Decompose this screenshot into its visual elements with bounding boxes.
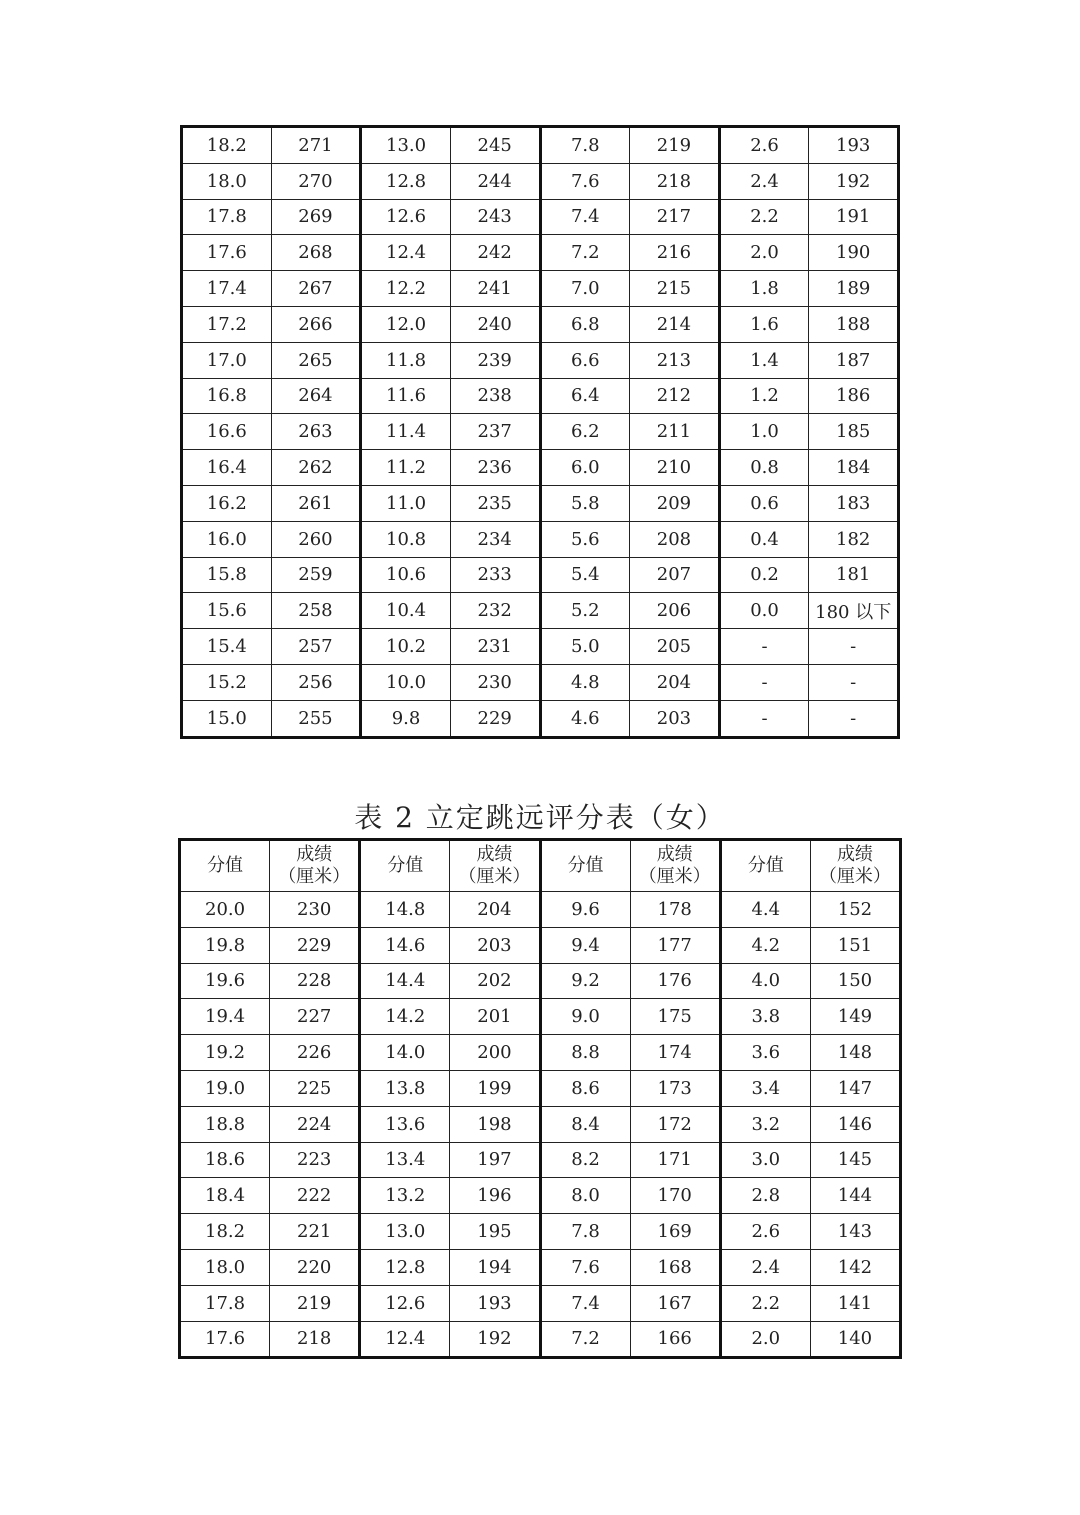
result-cell: 270 [271, 163, 361, 199]
score-cell: 8.2 [540, 1142, 630, 1178]
score-cell: 12.4 [361, 235, 451, 271]
score-cell: 5.8 [540, 485, 630, 521]
score-cell: 12.8 [360, 1249, 450, 1285]
result-cell: 170 [630, 1178, 720, 1214]
result-cell: 255 [271, 700, 361, 737]
score-cell: 4.4 [720, 892, 810, 928]
table-row [182, 271, 899, 307]
table-row [180, 927, 901, 963]
score-cell: 4.6 [540, 700, 630, 737]
header-score: 分值 [360, 840, 450, 892]
result-cell: 264 [271, 378, 361, 414]
result-cell: 269 [271, 199, 361, 235]
score-cell: 1.4 [719, 342, 809, 378]
score-cell: 5.6 [540, 521, 630, 557]
score-cell: 18.0 [180, 1249, 270, 1285]
score-cell: 15.0 [182, 700, 272, 737]
result-cell: 204 [450, 892, 540, 928]
table-row [182, 521, 899, 557]
table-row [182, 593, 899, 629]
score-cell: 8.4 [540, 1106, 630, 1142]
score-cell: 17.2 [182, 306, 272, 342]
result-cell: 149 [810, 999, 900, 1035]
score-cell: 18.8 [180, 1106, 270, 1142]
result-cell: 206 [630, 593, 720, 629]
table-row [182, 199, 899, 235]
result-cell: 195 [450, 1214, 540, 1250]
score-cell: 6.6 [540, 342, 630, 378]
result-cell: 229 [450, 700, 540, 737]
score-cell: 0.4 [719, 521, 809, 557]
result-cell: 217 [630, 199, 720, 235]
result-cell: 213 [630, 342, 720, 378]
score-cell: 0.8 [719, 450, 809, 486]
result-cell: 141 [810, 1285, 900, 1321]
score-cell: 18.6 [180, 1142, 270, 1178]
result-cell: 169 [630, 1214, 720, 1250]
score-cell: 11.6 [361, 378, 451, 414]
standing-long-jump-female-table-body [180, 840, 901, 1358]
score-table-continued-body [182, 127, 899, 738]
score-cell: 13.6 [360, 1106, 450, 1142]
score-cell: 10.2 [361, 629, 451, 665]
score-cell: 11.4 [361, 414, 451, 450]
score-cell: 19.2 [180, 1035, 270, 1071]
table-row [182, 629, 899, 665]
score-cell: 1.2 [719, 378, 809, 414]
result-cell: 235 [450, 485, 540, 521]
result-cell: 151 [810, 927, 900, 963]
score-cell: 10.4 [361, 593, 451, 629]
score-cell: 11.8 [361, 342, 451, 378]
result-cell: 180 以下 [809, 593, 899, 629]
score-cell: 2.4 [719, 163, 809, 199]
table-row [182, 450, 899, 486]
result-cell: 190 [809, 235, 899, 271]
score-cell: 16.8 [182, 378, 272, 414]
table-row [182, 306, 899, 342]
score-cell: 8.0 [540, 1178, 630, 1214]
result-cell: 146 [810, 1106, 900, 1142]
score-cell: 18.4 [180, 1178, 270, 1214]
score-cell: 3.4 [720, 1070, 810, 1106]
table-row [182, 414, 899, 450]
result-cell: 222 [270, 1178, 360, 1214]
score-cell: - [719, 629, 809, 665]
score-cell: 13.0 [361, 127, 451, 164]
result-cell: 150 [810, 963, 900, 999]
table-2-title: 表 2 立定跳远评分表（女） [354, 801, 726, 834]
score-cell: 10.6 [361, 557, 451, 593]
result-cell: 194 [450, 1249, 540, 1285]
result-cell: 234 [450, 521, 540, 557]
result-cell: 144 [810, 1178, 900, 1214]
score-cell: 18.2 [182, 127, 272, 164]
result-cell: 181 [809, 557, 899, 593]
header-result [270, 840, 360, 892]
score-cell: 16.6 [182, 414, 272, 450]
score-cell: 15.8 [182, 557, 272, 593]
table-row [182, 342, 899, 378]
score-cell: 2.0 [720, 1321, 810, 1358]
score-cell: 15.4 [182, 629, 272, 665]
header-score: 分值 [540, 840, 630, 892]
result-cell: 175 [630, 999, 720, 1035]
score-cell: 9.2 [540, 963, 630, 999]
result-cell: 176 [630, 963, 720, 999]
result-cell: 231 [450, 629, 540, 665]
score-cell: 14.6 [360, 927, 450, 963]
score-cell: 14.0 [360, 1035, 450, 1071]
score-cell: 2.4 [720, 1249, 810, 1285]
result-cell: 245 [450, 127, 540, 164]
score-cell: 17.4 [182, 271, 272, 307]
result-cell: 236 [450, 450, 540, 486]
score-cell: 7.6 [540, 1249, 630, 1285]
score-cell: 19.8 [180, 927, 270, 963]
score-cell: 4.2 [720, 927, 810, 963]
result-cell: 145 [810, 1142, 900, 1178]
result-cell: 218 [630, 163, 720, 199]
table-row [180, 1070, 901, 1106]
result-cell: 263 [271, 414, 361, 450]
table-row [180, 1321, 901, 1358]
table-header-row [180, 840, 901, 892]
score-cell: 16.0 [182, 521, 272, 557]
header-result-line1: 成绩 [296, 844, 333, 865]
score-cell: 6.4 [540, 378, 630, 414]
result-cell: 221 [270, 1214, 360, 1250]
result-cell: 229 [270, 927, 360, 963]
result-cell: 172 [630, 1106, 720, 1142]
score-cell: 9.6 [540, 892, 630, 928]
score-cell: 13.2 [360, 1178, 450, 1214]
score-cell: 7.8 [540, 1214, 630, 1250]
score-cell: 1.0 [719, 414, 809, 450]
result-cell: 220 [270, 1249, 360, 1285]
score-cell: 13.8 [360, 1070, 450, 1106]
table-row [182, 378, 899, 414]
result-cell: 214 [630, 306, 720, 342]
score-cell: 19.6 [180, 963, 270, 999]
score-cell: 8.8 [540, 1035, 630, 1071]
table-row [180, 1106, 901, 1142]
score-cell: 7.2 [540, 1321, 630, 1358]
score-cell: - [719, 700, 809, 737]
score-cell: 17.8 [182, 199, 272, 235]
result-cell: 219 [630, 127, 720, 164]
result-cell: 227 [270, 999, 360, 1035]
result-cell: 142 [810, 1249, 900, 1285]
result-cell: 182 [809, 521, 899, 557]
result-cell: 147 [810, 1070, 900, 1106]
result-cell: 193 [450, 1285, 540, 1321]
result-cell: 223 [270, 1142, 360, 1178]
result-cell: 238 [450, 378, 540, 414]
result-cell: - [809, 700, 899, 737]
score-cell: 6.2 [540, 414, 630, 450]
result-cell: 219 [270, 1285, 360, 1321]
score-cell: 10.8 [361, 521, 451, 557]
score-cell: 2.0 [719, 235, 809, 271]
score-cell: - [719, 664, 809, 700]
result-cell: 191 [809, 199, 899, 235]
result-cell: 189 [809, 271, 899, 307]
header-result-line2: （厘米） [638, 866, 711, 887]
score-cell: 2.8 [720, 1178, 810, 1214]
score-cell: 9.4 [540, 927, 630, 963]
result-cell: 203 [450, 927, 540, 963]
table-row [180, 1249, 901, 1285]
table-row [182, 700, 899, 737]
score-cell: 12.6 [360, 1285, 450, 1321]
result-cell: 171 [630, 1142, 720, 1178]
score-cell: 18.0 [182, 163, 272, 199]
table-row [182, 163, 899, 199]
result-cell: 228 [270, 963, 360, 999]
result-cell: 242 [450, 235, 540, 271]
result-cell: 196 [450, 1178, 540, 1214]
result-cell: 216 [630, 235, 720, 271]
result-cell: 237 [450, 414, 540, 450]
score-cell: 7.6 [540, 163, 630, 199]
result-cell: 204 [630, 664, 720, 700]
score-cell: 16.2 [182, 485, 272, 521]
table-row [182, 235, 899, 271]
score-cell: 4.0 [720, 963, 810, 999]
score-cell: 10.0 [361, 664, 451, 700]
header-result-line2: （厘米） [458, 866, 531, 887]
score-cell: 20.0 [180, 892, 270, 928]
score-cell: 12.6 [361, 199, 451, 235]
result-cell: 198 [450, 1106, 540, 1142]
result-cell: 259 [271, 557, 361, 593]
score-cell: 7.4 [540, 1285, 630, 1321]
table-row [180, 1035, 901, 1071]
score-cell: 3.2 [720, 1106, 810, 1142]
score-cell: 0.6 [719, 485, 809, 521]
header-result-line2: （厘米） [278, 866, 351, 887]
score-cell: 5.4 [540, 557, 630, 593]
result-cell: 241 [450, 271, 540, 307]
score-cell: 15.6 [182, 593, 272, 629]
result-cell: 208 [630, 521, 720, 557]
result-cell: - [809, 629, 899, 665]
result-cell: 230 [450, 664, 540, 700]
table-row [182, 557, 899, 593]
result-cell: 261 [271, 485, 361, 521]
result-cell: 192 [809, 163, 899, 199]
result-cell: 173 [630, 1070, 720, 1106]
result-cell: 239 [450, 342, 540, 378]
result-cell: 201 [450, 999, 540, 1035]
result-cell: 207 [630, 557, 720, 593]
header-score: 分值 [720, 840, 810, 892]
result-cell: 188 [809, 306, 899, 342]
result-cell: 262 [271, 450, 361, 486]
result-cell: 266 [271, 306, 361, 342]
header-result-line1: 成绩 [656, 844, 693, 865]
score-cell: 14.2 [360, 999, 450, 1035]
result-cell: 258 [271, 593, 361, 629]
score-cell: 4.8 [540, 664, 630, 700]
score-cell: 12.8 [361, 163, 451, 199]
result-cell: 193 [809, 127, 899, 164]
header-result-line2: （厘米） [818, 866, 891, 887]
result-cell: 244 [450, 163, 540, 199]
score-cell: 7.0 [540, 271, 630, 307]
result-cell: 152 [810, 892, 900, 928]
result-cell: 210 [630, 450, 720, 486]
score-table-continued [180, 125, 900, 739]
result-cell: 240 [450, 306, 540, 342]
score-cell: 19.4 [180, 999, 270, 1035]
table-row [182, 485, 899, 521]
score-cell: 17.6 [180, 1321, 270, 1358]
header-result-line1: 成绩 [836, 844, 873, 865]
result-cell: 143 [810, 1214, 900, 1250]
score-cell: 13.4 [360, 1142, 450, 1178]
result-cell: 140 [810, 1321, 900, 1358]
result-cell: 225 [270, 1070, 360, 1106]
result-cell: 187 [809, 342, 899, 378]
score-cell: 19.0 [180, 1070, 270, 1106]
result-cell: 202 [450, 963, 540, 999]
score-cell: 17.8 [180, 1285, 270, 1321]
score-cell: 17.6 [182, 235, 272, 271]
result-cell: 268 [271, 235, 361, 271]
score-cell: 16.4 [182, 450, 272, 486]
result-cell: 226 [270, 1035, 360, 1071]
score-cell: 7.2 [540, 235, 630, 271]
result-cell: 232 [450, 593, 540, 629]
table-row [180, 963, 901, 999]
table-row [182, 127, 899, 164]
result-cell: 192 [450, 1321, 540, 1358]
score-cell: 3.6 [720, 1035, 810, 1071]
result-cell: 166 [630, 1321, 720, 1358]
score-cell: 12.0 [361, 306, 451, 342]
result-cell: 186 [809, 378, 899, 414]
header-result [630, 840, 720, 892]
score-cell: 6.8 [540, 306, 630, 342]
table-row [182, 664, 899, 700]
header-result-line1: 成绩 [476, 844, 513, 865]
header-result [450, 840, 540, 892]
score-cell: 7.4 [540, 199, 630, 235]
score-cell: 12.2 [361, 271, 451, 307]
result-cell: 233 [450, 557, 540, 593]
score-cell: 6.0 [540, 450, 630, 486]
score-cell: 17.0 [182, 342, 272, 378]
table-row [180, 1214, 901, 1250]
result-cell: 265 [271, 342, 361, 378]
score-cell: 8.6 [540, 1070, 630, 1106]
result-cell: 211 [630, 414, 720, 450]
score-cell: 14.8 [360, 892, 450, 928]
result-cell: 256 [271, 664, 361, 700]
result-cell: 185 [809, 414, 899, 450]
score-cell: 1.6 [719, 306, 809, 342]
result-cell: 215 [630, 271, 720, 307]
result-cell: - [809, 664, 899, 700]
score-cell: 2.6 [720, 1214, 810, 1250]
result-cell: 203 [630, 700, 720, 737]
result-cell: 178 [630, 892, 720, 928]
score-cell: 3.0 [720, 1142, 810, 1178]
score-cell: 7.8 [540, 127, 630, 164]
result-cell: 174 [630, 1035, 720, 1071]
result-cell: 148 [810, 1035, 900, 1071]
table-row [180, 1285, 901, 1321]
score-cell: 9.0 [540, 999, 630, 1035]
result-cell: 218 [270, 1321, 360, 1358]
score-cell: 0.2 [719, 557, 809, 593]
header-score: 分值 [180, 840, 270, 892]
result-cell: 212 [630, 378, 720, 414]
score-cell: 11.2 [361, 450, 451, 486]
result-cell: 243 [450, 199, 540, 235]
score-cell: 9.8 [361, 700, 451, 737]
score-cell: 3.8 [720, 999, 810, 1035]
result-cell: 199 [450, 1070, 540, 1106]
result-cell: 168 [630, 1249, 720, 1285]
score-cell: 13.0 [360, 1214, 450, 1250]
result-cell: 257 [271, 629, 361, 665]
score-cell: 18.2 [180, 1214, 270, 1250]
score-cell: 15.2 [182, 664, 272, 700]
result-cell: 177 [630, 927, 720, 963]
score-cell: 11.0 [361, 485, 451, 521]
score-cell: 2.2 [720, 1285, 810, 1321]
score-cell: 5.0 [540, 629, 630, 665]
result-cell: 205 [630, 629, 720, 665]
result-cell: 184 [809, 450, 899, 486]
result-cell: 224 [270, 1106, 360, 1142]
score-cell: 0.0 [719, 593, 809, 629]
score-cell: 1.8 [719, 271, 809, 307]
table-row [180, 892, 901, 928]
table-row [180, 999, 901, 1035]
header-result [810, 840, 900, 892]
score-cell: 2.2 [719, 199, 809, 235]
result-cell: 197 [450, 1142, 540, 1178]
result-cell: 271 [271, 127, 361, 164]
score-cell: 2.6 [719, 127, 809, 164]
result-cell: 260 [271, 521, 361, 557]
result-cell: 167 [630, 1285, 720, 1321]
result-cell: 200 [450, 1035, 540, 1071]
score-cell: 5.2 [540, 593, 630, 629]
result-cell: 183 [809, 485, 899, 521]
standing-long-jump-female-table [178, 838, 902, 1359]
table-row [180, 1178, 901, 1214]
score-cell: 14.4 [360, 963, 450, 999]
result-cell: 230 [270, 892, 360, 928]
table-row [180, 1142, 901, 1178]
score-cell: 12.4 [360, 1321, 450, 1358]
result-cell: 267 [271, 271, 361, 307]
result-cell: 209 [630, 485, 720, 521]
